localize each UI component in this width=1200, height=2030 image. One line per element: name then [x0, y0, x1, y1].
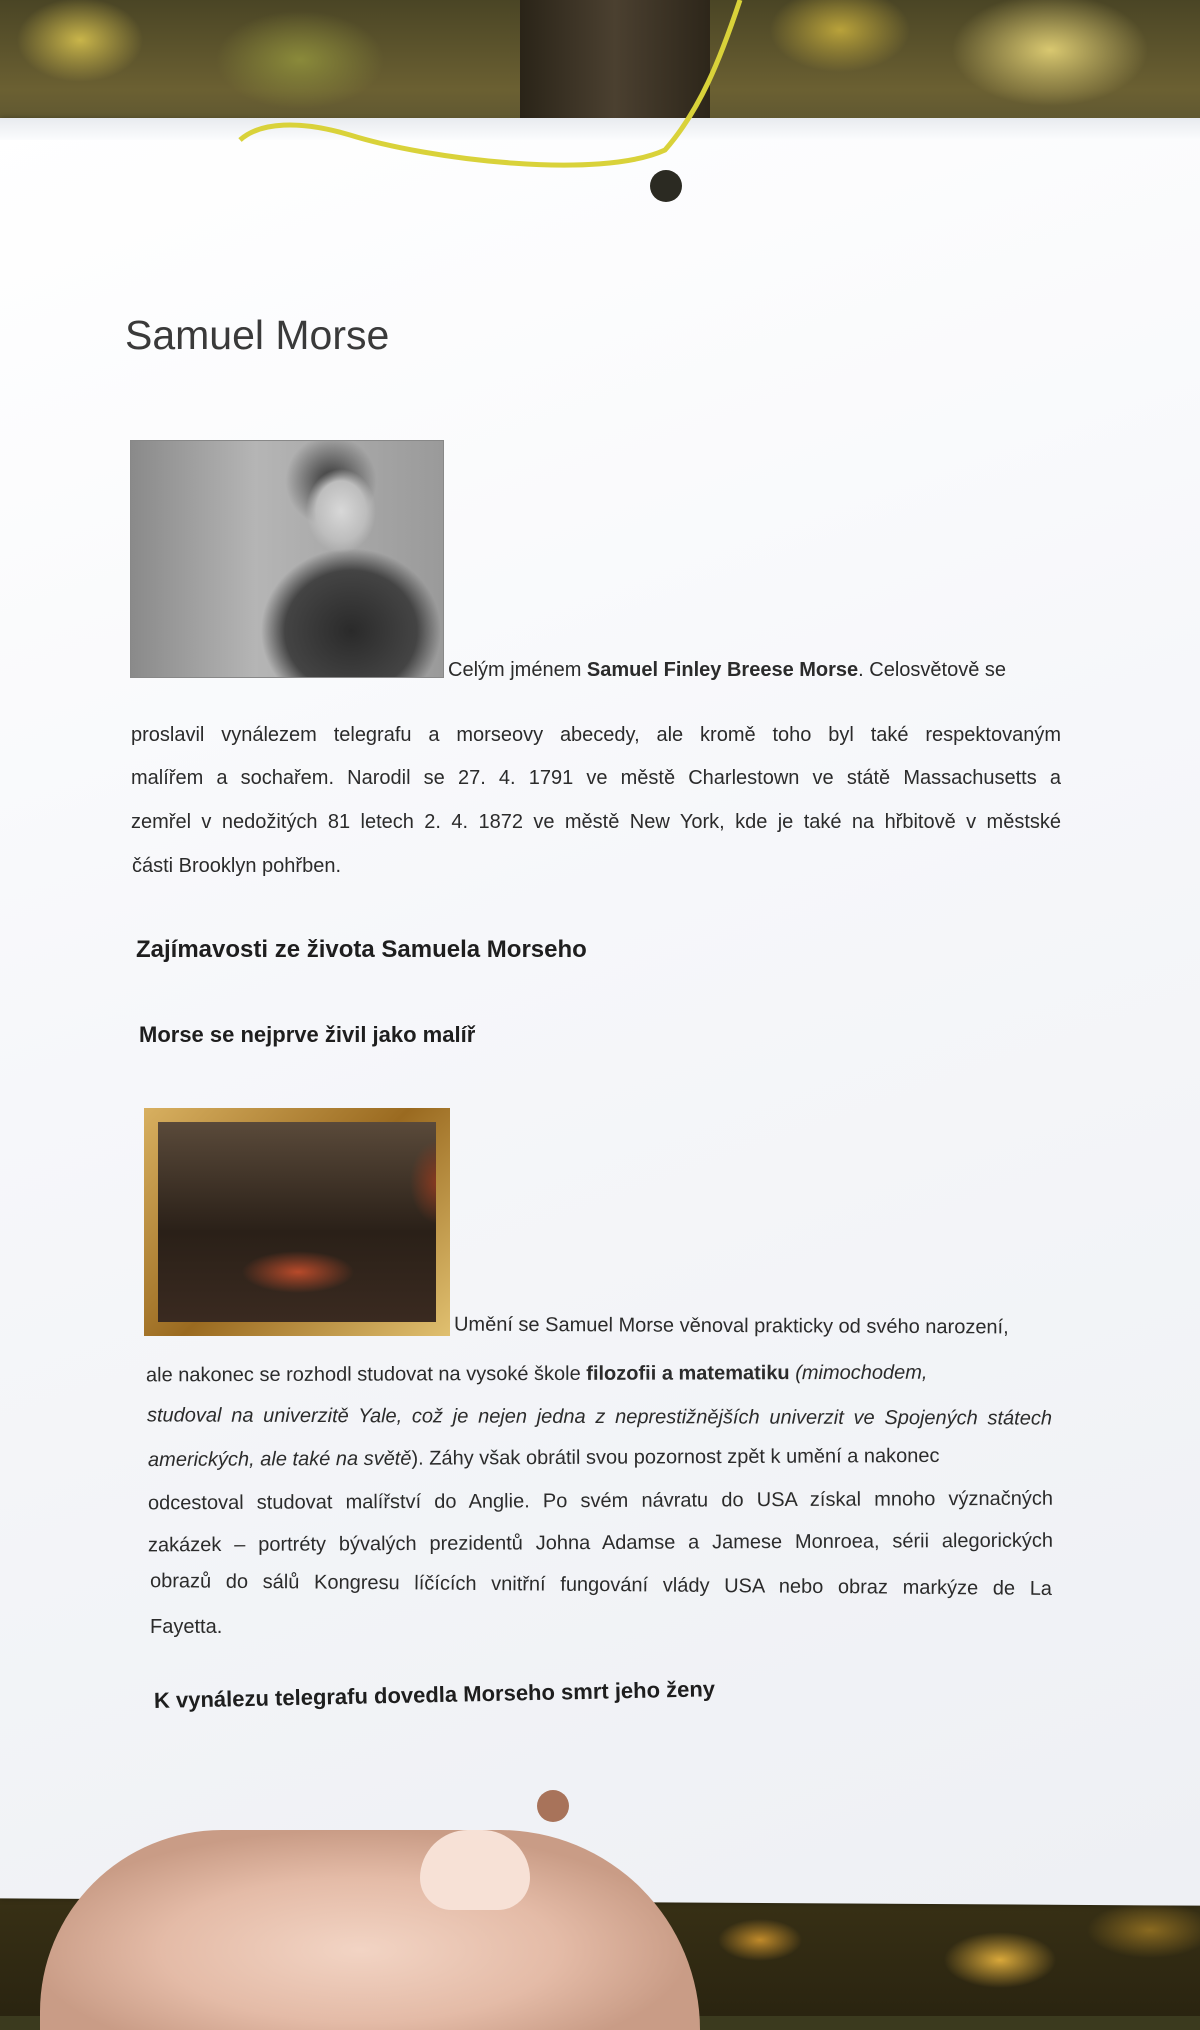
portrait-image — [130, 440, 444, 678]
subheading-painter: Morse se nejprve živil jako malíř — [139, 1022, 476, 1047]
painter-line-3: studoval na univerzitě Yale, což je nejen jedna z neprestižnějších univerzit ve Spojených státech — [146, 1404, 1053, 1430]
painter-line-4-plain: ). Záhy však obrátil svou pozornost zpět k umění a nakonec — [411, 1444, 940, 1470]
intro-lead-plain: Celým jménem — [448, 659, 587, 681]
thumb-nail — [420, 1830, 530, 1910]
painter-line-7: obrazů do sálů Kongresu líčících vnitřní fungování vlády USA nebo obraz markýze de La — [149, 1570, 1053, 1600]
painter-line-6: zakázek – portréty bývalých prezidentů Johna Adamse a Jamese Monroea, sérii alegorických — [147, 1529, 1054, 1557]
intro-line-1: proslavil vynálezem telegrafu a morseovy abecedy, ale kromě toho byl také respektovaným — [131, 724, 1061, 746]
intro-lead-tail: . Celosvětově se — [858, 659, 1007, 681]
painter-line-2-bold: filozofii a matematiku — [586, 1362, 790, 1385]
intro-lead — [448, 660, 1006, 680]
hand — [40, 1830, 700, 2030]
subheading-telegraph: K vynálezu telegrafu dovedla Morseho smrt jeho ženy — [153, 1676, 716, 1713]
intro-lead-bold: Samuel Finley Breese Morse — [586, 659, 859, 681]
painter-line-8: Fayetta. — [150, 1616, 223, 1638]
intro-line-4: části Brooklyn pohřben. — [132, 855, 342, 877]
intro-line-3: zemřel v nedožitých 81 letech 2. 4. 1872 ve městě New York, kde je také na hřbitově v městské — [131, 811, 1061, 833]
painter-line-2-italic: (mimochodem, — [789, 1361, 928, 1385]
painter-line-4-italic: amerických, ale také na světě — [147, 1447, 412, 1472]
intro-line-2: malířem a sochařem. Narodil se 27. 4. 1791 ve městě Charlestown ve státě Massachusetts a — [131, 767, 1061, 789]
painter-lead: Umění se Samuel Morse věnoval prakticky od svého narození, — [453, 1313, 1009, 1339]
painter-line-4 — [148, 1446, 940, 1470]
section-heading: Zajímavosti ze života Samuela Morseho — [136, 936, 587, 963]
page-title: Samuel Morse — [125, 312, 390, 358]
painter-line-2 — [146, 1363, 928, 1386]
painter-line-2-plain: ale nakonec se rozhodl studovat na vysoké škole — [145, 1362, 587, 1387]
painter-line-5: odcestoval studovat malířství do Anglie. Po svém návratu do USA získal mnoho význačných — [147, 1487, 1054, 1515]
painting-canvas — [158, 1122, 436, 1322]
painting-image — [144, 1108, 450, 1336]
